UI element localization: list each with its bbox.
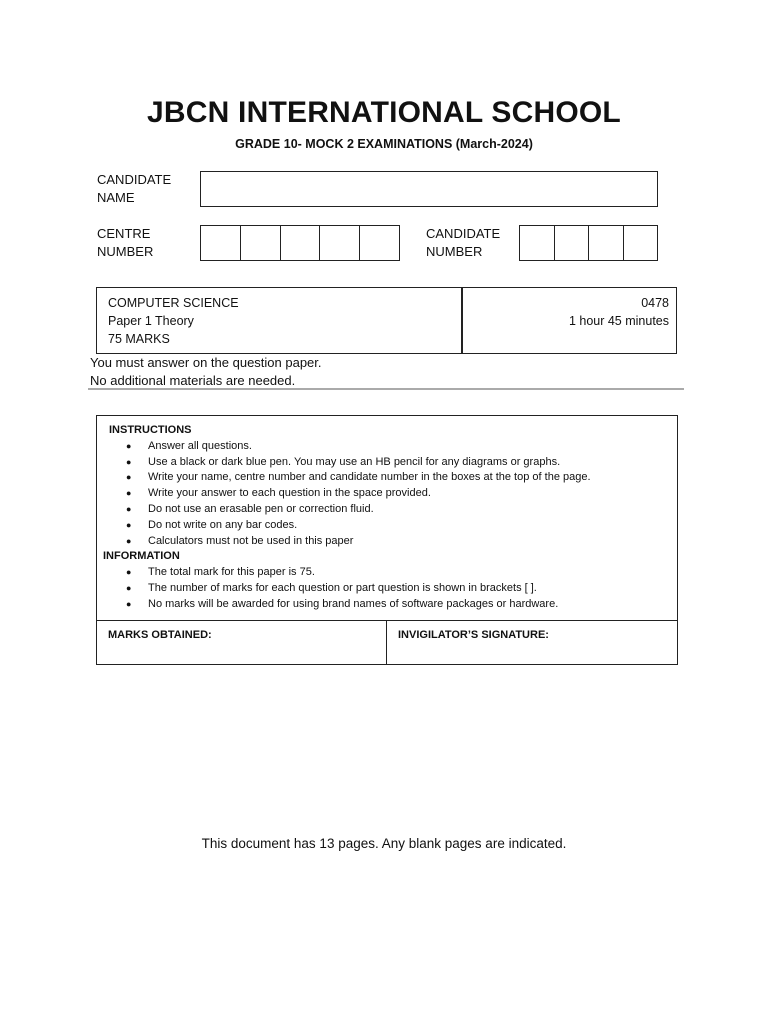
bullet-icon: ● <box>126 535 132 546</box>
centre-number-cell[interactable] <box>320 226 360 260</box>
centre-number-label-line1: CENTRE <box>97 226 151 241</box>
bullet-icon: ● <box>126 456 132 467</box>
list-item: ● Do not write on any bar codes. <box>97 518 677 534</box>
centre-number-cell[interactable] <box>360 226 399 260</box>
candidate-number-cell[interactable] <box>520 226 555 260</box>
bullet-icon: ● <box>126 503 132 514</box>
candidate-number-cell[interactable] <box>555 226 590 260</box>
candidate-number-field[interactable] <box>519 225 658 261</box>
school-title: JBCN INTERNATIONAL SCHOOL <box>147 96 621 129</box>
candidate-number-cell[interactable] <box>589 226 624 260</box>
information-list <box>97 565 677 612</box>
page-count-note: This document has 13 pages. Any blank pages are indicated. <box>201 836 567 851</box>
invigilator-signature-label: INVIGILATOR’S SIGNATURE: <box>398 629 549 641</box>
instructions-list <box>97 439 677 550</box>
bullet-icon: ● <box>126 488 132 499</box>
total-marks: 75 MARKS <box>108 332 170 346</box>
answer-note-line2: No additional materials are needed. <box>90 373 296 388</box>
instructions-section <box>97 416 677 620</box>
centre-number-cell[interactable] <box>201 226 241 260</box>
list-item: ● Write your name, centre number and candidate number in the boxes at the top of the page. <box>97 470 677 486</box>
candidate-name-label-line2: NAME <box>97 190 135 205</box>
candidate-number-label-line1: CANDIDATE <box>426 226 501 241</box>
paper-name: Paper 1 Theory <box>108 314 194 328</box>
bullet-icon: ● <box>126 598 132 609</box>
list-item: ● Calculators must not be used in this paper <box>97 534 677 550</box>
marks-obtained-label: MARKS OBTAINED: <box>108 629 212 641</box>
paper-info-right <box>463 288 676 353</box>
information-heading: INFORMATION <box>103 550 180 563</box>
subject-name: COMPUTER SCIENCE <box>108 296 239 310</box>
candidate-name-label-line1: CANDIDATE <box>97 172 172 187</box>
bullet-icon: ● <box>126 582 132 593</box>
candidate-number-label <box>426 225 500 261</box>
marks-row <box>97 620 677 664</box>
instructions-box <box>96 415 678 665</box>
centre-number-field[interactable] <box>200 225 400 261</box>
list-item: ● The number of marks for each question or part question is shown in brackets [ ]. <box>97 581 677 597</box>
candidate-name-field[interactable] <box>200 171 658 207</box>
paper-info-left <box>97 288 463 353</box>
paper-code: 0478 <box>641 296 669 310</box>
paper-info-box <box>96 287 677 354</box>
answer-note-line1: You must answer on the question paper. <box>90 355 322 370</box>
candidate-number-cell[interactable] <box>624 226 658 260</box>
bullet-icon: ● <box>126 472 132 483</box>
invigilator-signature-field[interactable] <box>387 621 677 664</box>
candidate-number-label-line2: NUMBER <box>426 244 483 259</box>
paper-duration: 1 hour 45 minutes <box>568 314 669 328</box>
candidate-name-label <box>97 171 171 207</box>
centre-number-cell[interactable] <box>281 226 321 260</box>
bullet-icon: ● <box>126 440 132 451</box>
divider <box>88 388 684 390</box>
answer-note <box>90 354 322 390</box>
list-item: ● Answer all questions. <box>97 439 677 455</box>
centre-number-cell[interactable] <box>241 226 281 260</box>
centre-number-label-line2: NUMBER <box>97 244 154 259</box>
list-item: ● Use a black or dark blue pen. You may use an HB pencil for any diagrams or graphs. <box>97 455 677 471</box>
bullet-icon: ● <box>126 567 132 578</box>
list-item: ● Do not use an erasable pen or correction fluid. <box>97 502 677 518</box>
exam-subtitle: GRADE 10- MOCK 2 EXAMINATIONS (March-2024) <box>235 137 533 151</box>
list-item: ● The total mark for this paper is 75. <box>97 565 677 581</box>
marks-obtained-field[interactable] <box>97 621 387 664</box>
centre-number-label <box>97 225 153 261</box>
list-item: ● No marks will be awarded for using brand names of software packages or hardware. <box>97 597 677 613</box>
list-item: ● Write your answer to each question in the space provided. <box>97 486 677 502</box>
instructions-heading: INSTRUCTIONS <box>109 424 192 436</box>
bullet-icon: ● <box>126 519 132 530</box>
